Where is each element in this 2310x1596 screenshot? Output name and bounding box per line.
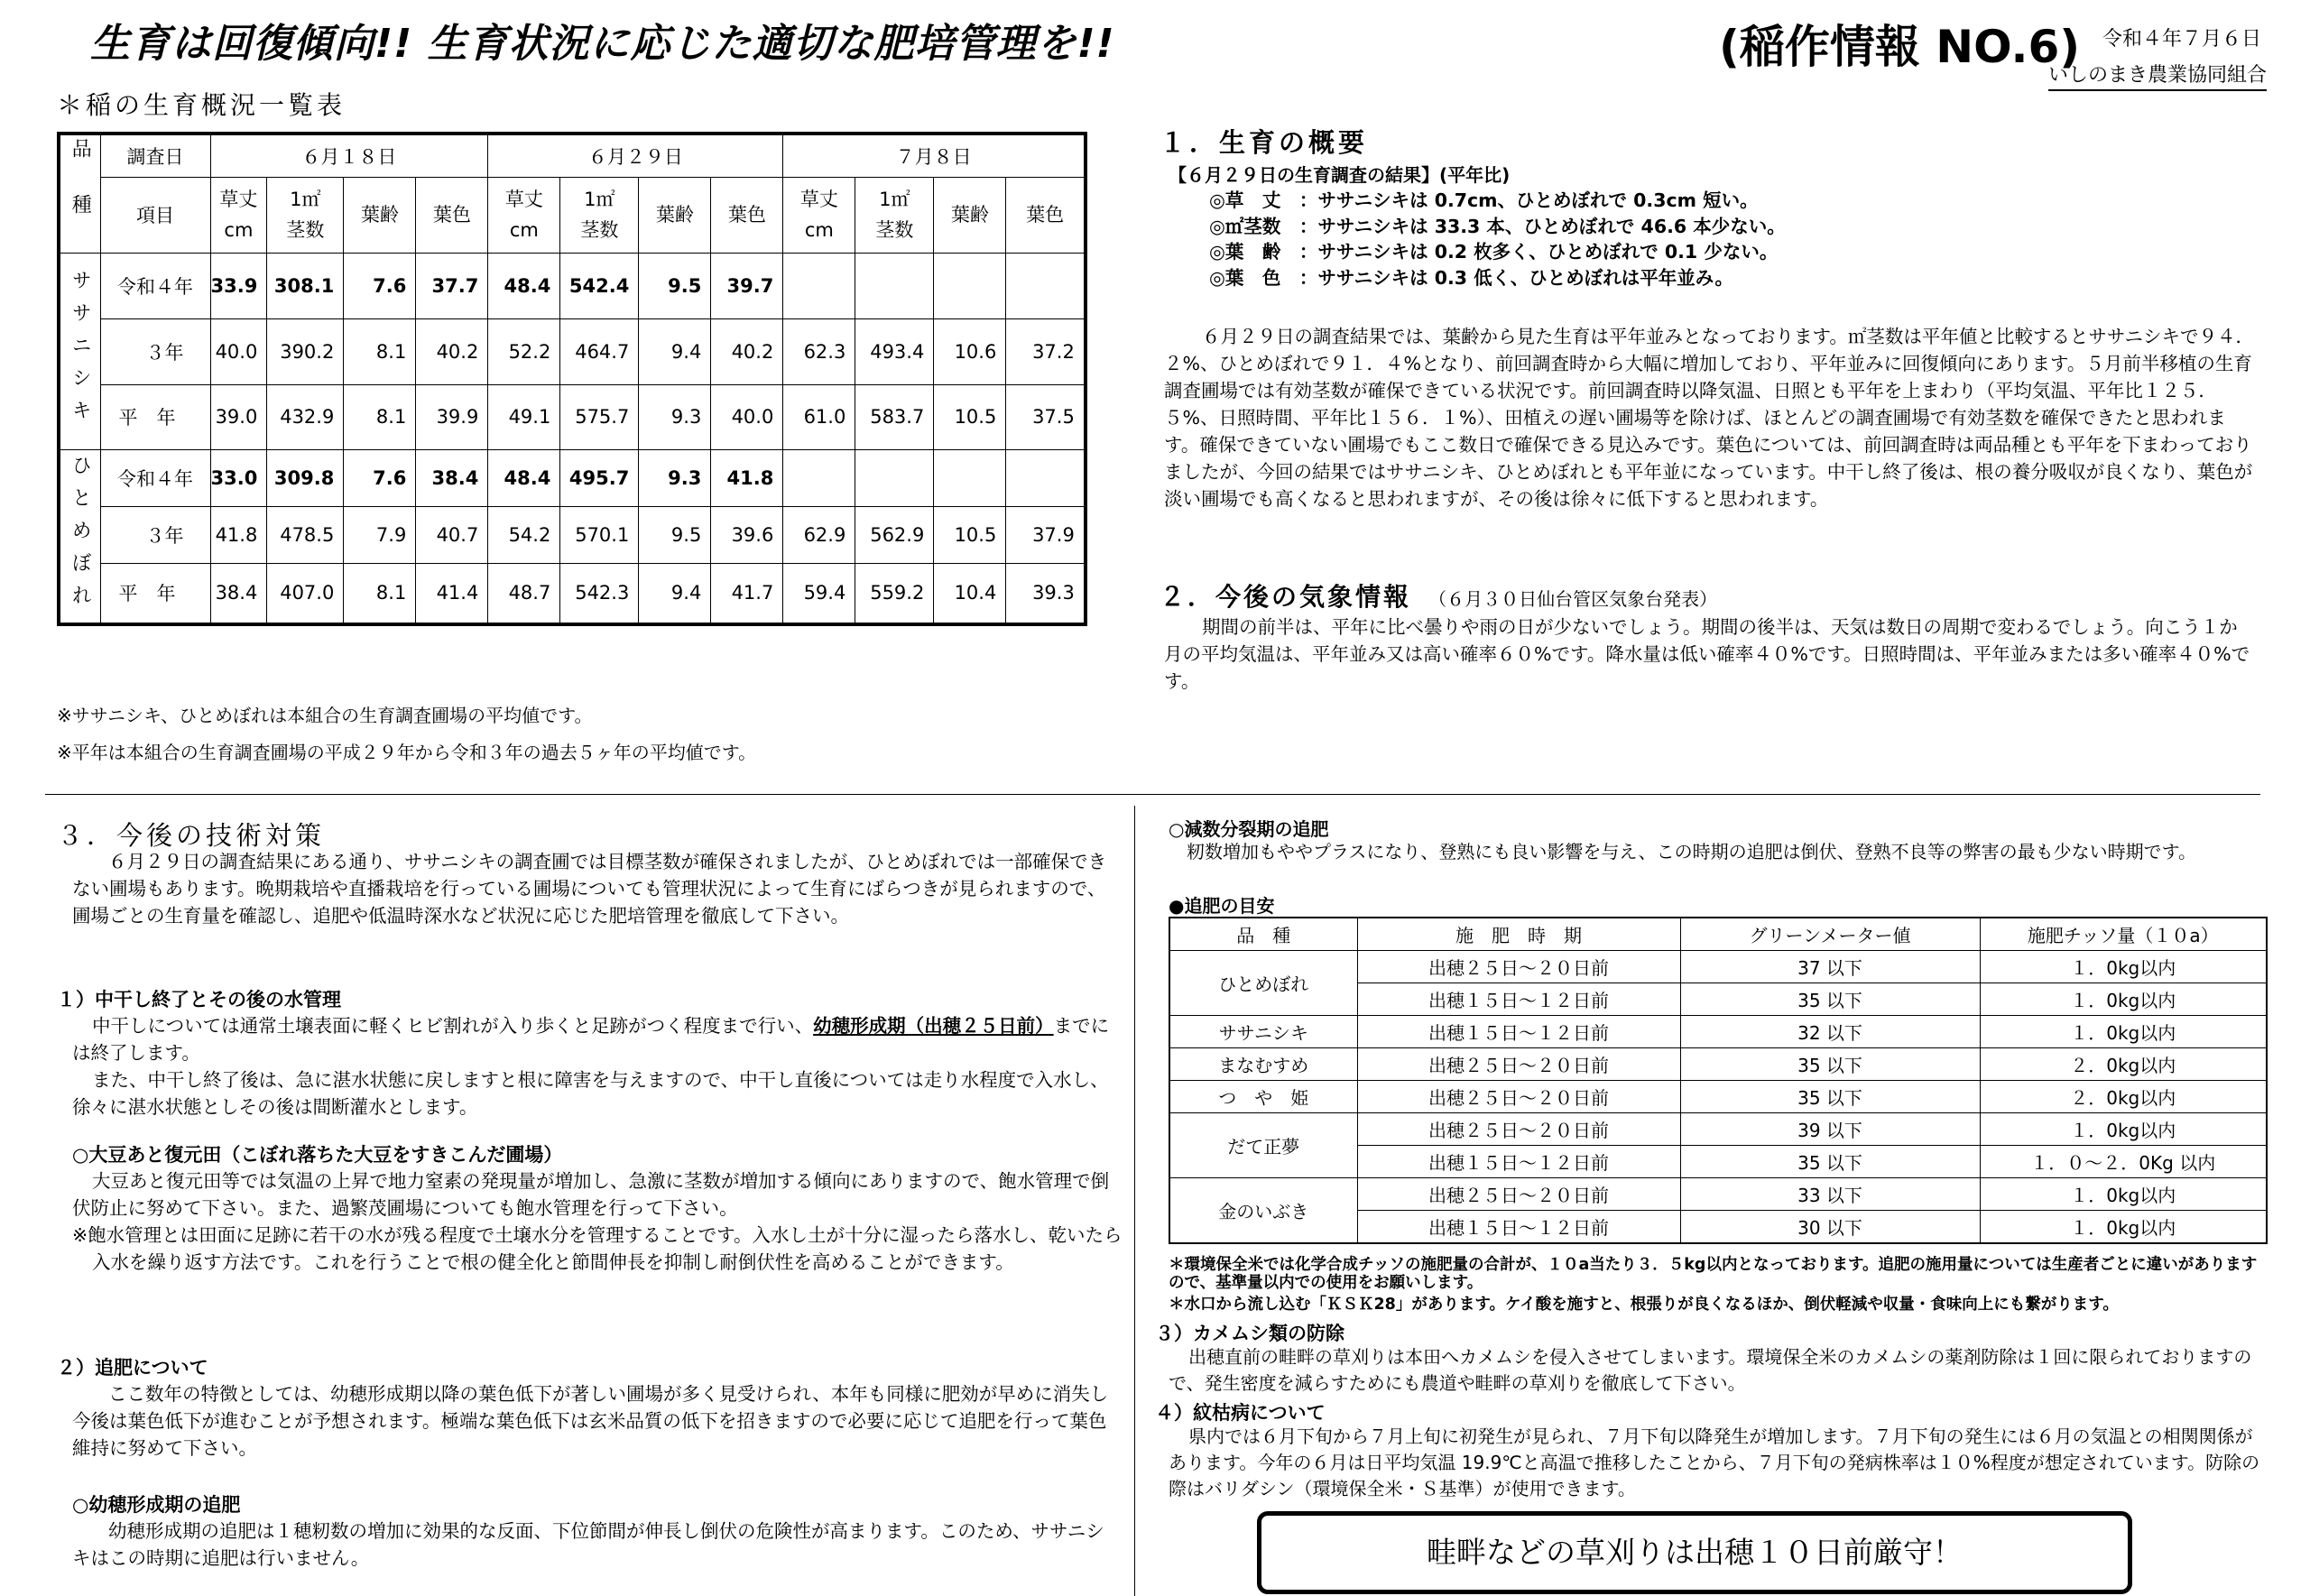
table-cell: 9.4	[639, 563, 711, 624]
column-header: 葉色	[1006, 177, 1086, 253]
column-header: 1㎡ 茎数	[560, 177, 639, 253]
table-cell: 40.2	[416, 318, 488, 384]
meter-cell: 32 以下	[1680, 1016, 1980, 1048]
table-cell: 40.2	[711, 318, 783, 384]
table-cell: 48.4	[488, 449, 560, 506]
table-cell: 54.2	[488, 506, 560, 563]
table-row	[59, 449, 1086, 506]
amount-cell: ２．0kg以内	[1980, 1081, 2267, 1113]
table-row	[1169, 1081, 2267, 1113]
table-cell	[1006, 449, 1086, 506]
table-cell: 407.0	[267, 563, 344, 624]
item-header: 項目	[100, 177, 210, 253]
table-cell: 9.5	[639, 253, 711, 318]
timing-cell: 出穂２５日～２０日前	[1357, 1178, 1680, 1211]
table-cell: 41.7	[711, 563, 783, 624]
table-cell: 41.8	[210, 506, 267, 563]
table-cell: 37.2	[1006, 318, 1086, 384]
survey-date-header: 調査日	[100, 134, 210, 177]
table-cell: 41.8	[711, 449, 783, 506]
table-row	[59, 384, 1086, 449]
table-header-row	[1169, 918, 2267, 951]
panicle-initiation-emphasis: 幼穂形成期（出穂２５日前）	[813, 1015, 1054, 1037]
column-header: 草丈 cm	[783, 177, 855, 253]
column-header: 施肥チッソ量（１０a）	[1980, 918, 2267, 951]
table-cell: 33.0	[210, 449, 267, 506]
table-cell: 8.1	[344, 318, 416, 384]
table-cell: 61.0	[783, 384, 855, 449]
soybean-field-title: ○大豆あと復元田（こぼれ落ちた大豆をすきこんだ圃場）	[72, 1144, 563, 1166]
growth-paragraph: ６月２９日の調査結果では、葉齢から見た生育は平年並みとなっております。㎡茎数は平年値と比較するとササニシキで９４．２%、ひとめぼれで９１．４%となり、前回調査時から大幅に増加しており、平年並みに回復傾向にあります。５月前半移植の生育調査圃場では有効茎数が確保できている状況です。前回調査時以降気温、日照とも平年を上まわり（平均気温、平年比１２５．５%、日照時間、平年比１５６．１%）、田植えの遅い圃場等を除けば、ほとんどの調査圃場で有効茎数を確保できたと思われます。確保できていない圃場でもここ数日で確保できる見込みです。葉色については、前回調査時は両品種とも平年を下まわっておりましたが、今回の結果ではササニシキ、ひとめぼれとも平年並になっています。中干し終了後は、根の養分吸収が良くなり、葉色が淡い圃場でも高くなると思われますが、その後は徐々に低下すると思われます。	[1164, 326, 2255, 510]
column-header: 施 肥 時 期	[1357, 918, 1680, 951]
drain-section-title: １）中干し終了とその後の水管理	[57, 989, 341, 1010]
row-label: ３年	[100, 506, 210, 563]
variety-cell: ひとめぼれ	[1169, 951, 1357, 1016]
amount-cell: １．0kg以内	[1980, 1178, 2267, 1211]
table-cell: 559.2	[855, 563, 934, 624]
growth-overview-title: １．生育の概要	[1160, 127, 1369, 158]
table-cell: 562.9	[855, 506, 934, 563]
fert-note: ＊環境保全米では化学合成チッソの施肥量の合計が、１０a当たり３．５kg以内となっております。追肥の施用量については生産者ごとに違いがありますので、基準量以内での使用をお願いします。	[1169, 1256, 2258, 1292]
table-cell: 309.8	[267, 449, 344, 506]
headline: 生育は回復傾向!! 生育状況に応じた適切な肥培管理を!!	[90, 21, 1115, 67]
column-header: 葉齢	[639, 177, 711, 253]
drain-paragraph-2: また、中干し終了後は、急に湛水状態に戻しますと根に障害を与えますので、中干し直後については走り水程度で入水し、徐々に湛水状態としその後は間断灌水とします。	[72, 1069, 1109, 1118]
table-cell: 570.1	[560, 506, 639, 563]
column-header: 1㎡ 茎数	[855, 177, 934, 253]
fert-note: ＊水口から流し込む「ＫＳＫ28」があります。ケイ酸を施すと、根張りが良くなるほか、倒伏軽減や収量・食味向上にも繋がります。	[1169, 1296, 2119, 1314]
amount-cell: １．0kg以内	[1980, 951, 2267, 983]
column-header: 葉齢	[344, 177, 416, 253]
table-cell: 7.9	[344, 506, 416, 563]
topdressing-guide-table	[1169, 917, 2268, 1244]
soybean-paragraph: 大豆あと復元田等では気温の上昇で地力窒素の発現量が増加し、急激に茎数が増加する傾向にありますので、飽水管理で倒伏防止に努めて下さい。また、過繁茂圃場についても飽水管理を行って下さい。	[72, 1170, 1110, 1219]
table-cell: 8.1	[344, 384, 416, 449]
drain-text: までには終了します。	[72, 1015, 1110, 1064]
row-label: 平 年	[100, 563, 210, 624]
weather-paragraph: 期間の前半は、平年に比べ曇りや雨の日が少ないでしょう。期間の後半は、天気は数日の周期で変わるでしょう。向こう１か月の平均気温は、平年並み又は高い確率６０%です。降水量は低い確率４０%です。日照時間は、平年並みまたは多い確率４０%です。	[1164, 616, 2250, 692]
meter-cell: 39 以下	[1680, 1113, 1980, 1146]
table-cell: 10.6	[934, 318, 1006, 384]
row-label: 平 年	[100, 384, 210, 449]
sheath-blight-title: ４）紋枯病について	[1155, 1402, 1326, 1424]
timing-cell: 出穂２５日～２０日前	[1357, 1081, 1680, 1113]
measures-intro: ６月２９日の調査結果にある通り、ササニシキの調査圃では目標茎数が確保されましたが、ひとめぼれでは一部確保できない圃場もあります。晩期栽培や直播栽培を行っている圃場についても管理状況によって生育にばらつきが見られますので、圃場ごとの生育量を確認し、追肥や低温時深水など状況に応じた肥培管理を徹底して下さい。	[72, 851, 1107, 927]
table-cell: 575.7	[560, 384, 639, 449]
table-cell: 10.5	[934, 506, 1006, 563]
timing-cell: 出穂２５日～２０日前	[1357, 1113, 1680, 1146]
table-cell: 48.4	[488, 253, 560, 318]
table-cell: 38.4	[210, 563, 267, 624]
table-row	[59, 563, 1086, 624]
measures-title: ３．今後の技術対策	[57, 820, 326, 851]
table-cell: 37.7	[416, 253, 488, 318]
saturation-note: ※飽水管理とは田面に足跡に若干の水が残る程度で土壌水分を管理することです。入水し土が十分に湿ったら落水し、乾いたら入水を繰り返す方法です。これを行うことで根の健全化と節間伸長を抑制し耐倒伏性を高めることができます。	[72, 1224, 1123, 1273]
table-cell	[783, 449, 855, 506]
table-row	[1169, 1016, 2267, 1048]
column-header: 葉齢	[934, 177, 1006, 253]
column-header: 1㎡ 茎数	[267, 177, 344, 253]
date-header: ６月１８日	[210, 134, 488, 177]
table-cell: 40.0	[711, 384, 783, 449]
table-cell: 478.5	[267, 506, 344, 563]
table-cell: 7.6	[344, 449, 416, 506]
issue-title: (稲作情報 NO.6)	[1719, 21, 2081, 73]
sheath-blight-paragraph: 県内では６月下旬から７月上旬に初発生が見られ、７月下旬以降発生が増加します。７月下旬の発生には６月の気温との相関関係があります。今年の６月は日平均気温 19.9℃と高温で推移したことから、７月下旬の発病株率は１０%程度が想定されています。防除の際はバリダシン（環境保全米・Ｓ基準）が使用できます。	[1169, 1425, 2260, 1499]
section-divider	[45, 794, 2260, 795]
timing-cell: 出穂２５日～２０日前	[1357, 951, 1680, 983]
date-header: ６月２９日	[488, 134, 783, 177]
growth-item: ◎葉 齢 ：ササニシキは 0.2 枚多く、ひとめぼれで 0.1 少ない。	[1209, 241, 1779, 263]
overview-table-title: ＊稲の生育概況一覧表	[57, 90, 346, 120]
table-cell: 464.7	[560, 318, 639, 384]
table-cell	[855, 449, 934, 506]
row-label: ３年	[100, 318, 210, 384]
growth-overview-table	[57, 132, 1087, 626]
variety-label: ひとめぼれ	[59, 449, 100, 624]
table-cell: 8.1	[344, 563, 416, 624]
date-header: ７月８日	[783, 134, 1086, 177]
table-row	[1169, 1178, 2267, 1211]
table-cell: 40.0	[210, 318, 267, 384]
table-cell	[783, 253, 855, 318]
amount-cell: ２．0kg以内	[1980, 1048, 2267, 1081]
table-cell: 308.1	[267, 253, 344, 318]
meter-cell: 35 以下	[1680, 983, 1980, 1016]
variety-label: ササニシキ	[59, 253, 100, 449]
table-cell	[855, 253, 934, 318]
table-row	[59, 318, 1086, 384]
topdressing-paragraph: ここ数年の特徴としては、幼穂形成期以降の葉色低下が著しい圃場が多く見受けられ、本年も同様に肥効が早めに消失し今後は葉色低下が進むことが予想されます。極端な葉色低下は玄米品質の低下を招きますので必要に応じて追肥を行って葉色維持に努めて下さい。	[72, 1383, 1109, 1459]
timing-cell: 出穂１５日～１２日前	[1357, 1146, 1680, 1178]
drain-text: 中干しについては通常土壌表面に軽くヒビ割れが入り歩くと足跡がつく程度まで行い、	[92, 1015, 814, 1037]
weather-title: ２．今後の気象情報	[1160, 582, 1412, 612]
table-cell: 48.7	[488, 563, 560, 624]
amount-cell: １．0kg以内	[1980, 1016, 2267, 1048]
table-cell: 39.6	[711, 506, 783, 563]
column-header: 葉色	[416, 177, 488, 253]
weather-heading	[1160, 577, 1717, 613]
column-header: 草丈 cm	[210, 177, 267, 253]
table-cell: 62.3	[783, 318, 855, 384]
table-cell: 9.3	[639, 449, 711, 506]
meter-cell: 35 以下	[1680, 1048, 1980, 1081]
meter-cell: 30 以下	[1680, 1211, 1980, 1244]
table-cell: 40.7	[416, 506, 488, 563]
row-label: 令和４年	[100, 253, 210, 318]
meter-cell: 33 以下	[1680, 1178, 1980, 1211]
table-cell: 37.5	[1006, 384, 1086, 449]
table-cell: 39.3	[1006, 563, 1086, 624]
table-note: ※平年は本組合の生育調査圃場の平成２９年から令和３年の過去５ヶ年の平均値です。	[57, 742, 757, 763]
table-cell: 432.9	[267, 384, 344, 449]
table-cell: 542.3	[560, 563, 639, 624]
table-cell: 7.6	[344, 253, 416, 318]
variety-cell: まなむすめ	[1169, 1048, 1357, 1081]
variety-cell: だて正夢	[1169, 1113, 1357, 1178]
meter-cell: 37 以下	[1680, 951, 1980, 983]
amount-cell: １．0kg以内	[1980, 1211, 2267, 1244]
table-cell: 9.5	[639, 506, 711, 563]
issue-date: 令和４年７月６日	[2102, 28, 2262, 51]
table-row	[1169, 1113, 2267, 1146]
growth-item: ◎葉 色 ：ササニシキは 0.3 低く、ひとめぼれは平年並み。	[1209, 266, 1733, 289]
table-cell: 583.7	[855, 384, 934, 449]
row-label: 令和４年	[100, 449, 210, 506]
topdressing-guide-title: ●追肥の目安	[1169, 895, 1275, 917]
topdressing-title: ２）追肥について	[57, 1357, 208, 1379]
table-cell: 39.0	[210, 384, 267, 449]
column-header: 草丈 cm	[488, 177, 560, 253]
column-header: 品 種	[1169, 918, 1357, 951]
timing-cell: 出穂２５日～２０日前	[1357, 1048, 1680, 1081]
organization-name: いしのまき農業協同組合	[2048, 60, 2267, 91]
table-cell: 9.4	[639, 318, 711, 384]
table-cell: 39.7	[711, 253, 783, 318]
amount-cell: １．0kg以内	[1980, 983, 2267, 1016]
table-row	[59, 253, 1086, 318]
stinkbug-title: ３）カメムシ類の防除	[1155, 1323, 1344, 1344]
variety-cell: 金のいぶき	[1169, 1178, 1357, 1244]
meter-cell: 35 以下	[1680, 1146, 1980, 1178]
timing-cell: 出穂１５日～１２日前	[1357, 1016, 1680, 1048]
growth-subtitle: 【６月２９日の生育調査の結果】(平年比)	[1169, 164, 1511, 186]
mowing-callout: 畦畔などの草刈りは出穂１０日前厳守！	[1257, 1511, 2132, 1594]
table-cell: 495.7	[560, 449, 639, 506]
table-cell: 37.9	[1006, 506, 1086, 563]
column-header: グリーンメーター値	[1680, 918, 1980, 951]
variety-header: 品種	[59, 134, 100, 253]
column-divider	[1134, 806, 1135, 1596]
growth-item: ◎草 丈 ：ササニシキは 0.7cm、ひとめぼれで 0.3cm 短い。	[1209, 189, 1759, 211]
column-header: 葉色	[711, 177, 783, 253]
table-cell	[1006, 253, 1086, 318]
table-cell: 38.4	[416, 449, 488, 506]
table-note: ※ササニシキ、ひとめぼれは本組合の生育調査圃場の平均値です。	[57, 705, 593, 726]
table-cell: 10.4	[934, 563, 1006, 624]
table-cell: 41.4	[416, 563, 488, 624]
table-cell: 542.4	[560, 253, 639, 318]
variety-cell: ササニシキ	[1169, 1016, 1357, 1048]
timing-cell: 出穂１５日～１２日前	[1357, 1211, 1680, 1244]
amount-cell: １．0kg以内	[1980, 1113, 2267, 1146]
table-cell: 62.9	[783, 506, 855, 563]
table-cell: 493.4	[855, 318, 934, 384]
growth-items	[1209, 188, 1786, 291]
growth-item: ◎㎡茎数 ：ササニシキは 33.3 本、ひとめぼれで 46.6 本少ない。	[1209, 215, 1786, 237]
timing-cell: 出穂１５日～１２日前	[1357, 983, 1680, 1016]
drain-paragraph-1	[72, 1012, 1110, 1066]
panicle-topdressing-paragraph: 幼穂形成期の追肥は１穂籾数の増加に効果的な反面、下位節間が伸長し倒伏の危険性が高まります。このため、ササニシキはこの時期に追肥は行いません。	[72, 1520, 1104, 1569]
table-row	[1169, 951, 2267, 983]
weather-source: （６月３０日仙台管区気象台発表）	[1428, 588, 1718, 610]
table-cell: 10.5	[934, 384, 1006, 449]
table-cell: 390.2	[267, 318, 344, 384]
meiosis-paragraph: 籾数増加もややプラスになり、登熟にも良い影響を与え、この時期の追肥は倒伏、登熟不良等の弊害の最も少ない時期です。	[1187, 841, 2196, 863]
table-cell	[934, 253, 1006, 318]
table-cell: 33.9	[210, 253, 267, 318]
stinkbug-paragraph: 出穂直前の畦畔の草刈りは本田へカメムシを侵入させてしまいます。環境保全米のカメムシの薬剤防除は１回に限られておりますので、発生密度を減らすためにも農道や畦畔の草刈りを徹底して下さい。	[1169, 1346, 2252, 1394]
table-cell: 39.9	[416, 384, 488, 449]
table-cell: 59.4	[783, 563, 855, 624]
meter-cell: 35 以下	[1680, 1081, 1980, 1113]
table-cell: 52.2	[488, 318, 560, 384]
table-cell: 49.1	[488, 384, 560, 449]
table-row	[1169, 1048, 2267, 1081]
table-cell: 9.3	[639, 384, 711, 449]
panicle-topdressing-title: ○幼穂形成期の追肥	[72, 1494, 241, 1516]
amount-cell: １．０～２．0Kg 以内	[1980, 1146, 2267, 1178]
meiosis-title: ○減数分裂期の追肥	[1169, 818, 1329, 840]
table-cell	[934, 449, 1006, 506]
variety-cell: つ や 姫	[1169, 1081, 1357, 1113]
table-row	[59, 506, 1086, 563]
